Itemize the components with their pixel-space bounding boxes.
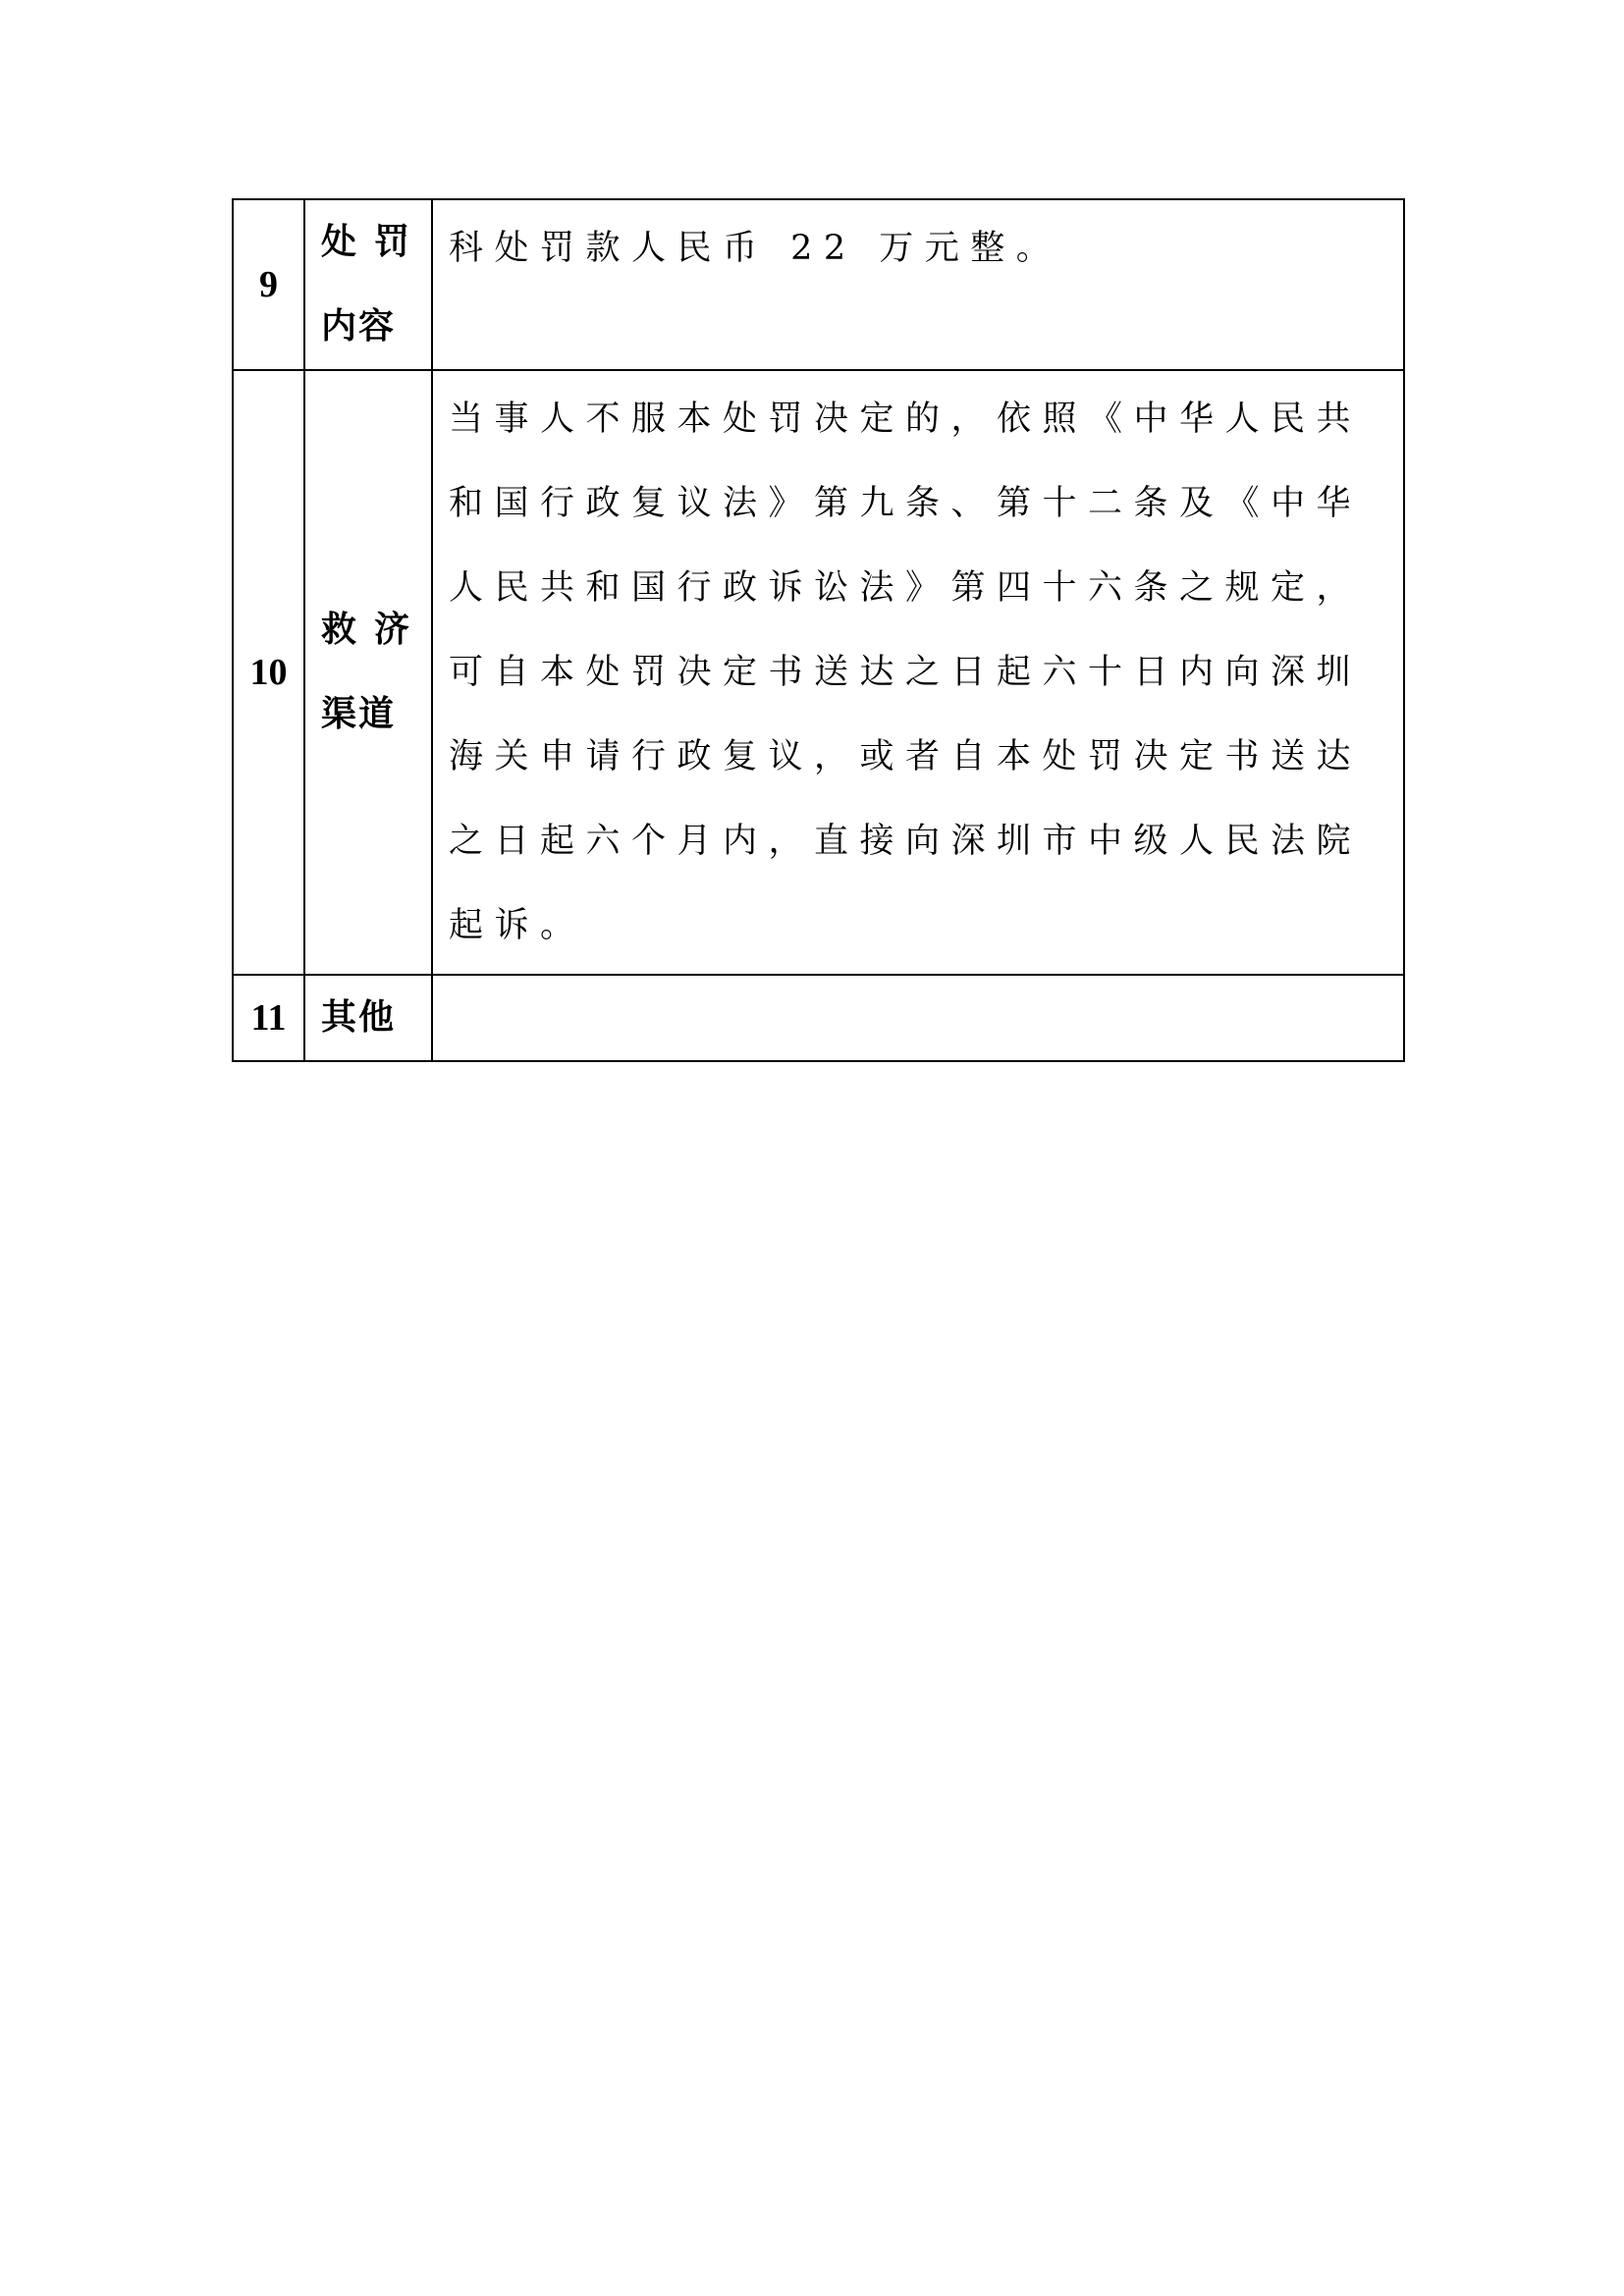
row-content: 当事人不服本处罚决定的，依照《中华人民共和国行政复议法》第九条、第十二条及《中华人民共和国行政诉讼法》第四十六条之规定，可自本处罚决定书送达之日起六十日内向深圳海关申请行政复议，或者自本处罚决定书送达之日起六个月内，直接向深圳市中级人民法院起诉。 — [432, 370, 1404, 975]
row-content: 科处罚款人民币 22 万元整。 — [432, 199, 1404, 370]
row-label-line: 其他 — [321, 997, 397, 1038]
row-label-line: 内容 — [321, 306, 397, 347]
table-row — [233, 370, 1404, 975]
row-number: 11 — [233, 975, 304, 1061]
row-content — [432, 975, 1404, 1061]
penalty-info-table — [232, 198, 1405, 1062]
row-label — [304, 199, 432, 370]
row-label-line: 渠道 — [321, 694, 397, 734]
row-number: 9 — [233, 199, 304, 370]
row-label-line: 处罚 — [321, 222, 428, 262]
row-label — [304, 370, 432, 975]
table-row — [233, 199, 1404, 370]
row-label-line: 救济 — [321, 610, 428, 650]
table-row — [233, 975, 1404, 1061]
row-number: 10 — [233, 370, 304, 975]
row-label — [304, 975, 432, 1061]
